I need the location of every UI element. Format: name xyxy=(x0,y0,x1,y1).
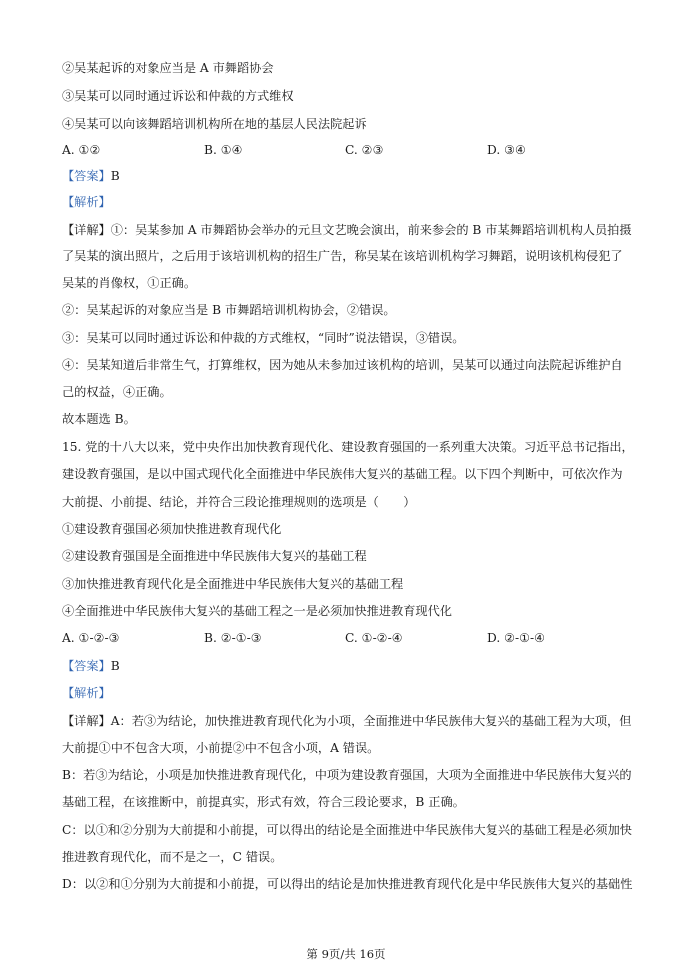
answer-value: B xyxy=(110,169,120,183)
q14-answer xyxy=(62,168,632,184)
q14-conclusion: 故本题选 B。 xyxy=(62,412,136,426)
q14-explanation-line: 吴某的肖像权，①正确。 xyxy=(62,276,197,290)
q14-option-b: B. ①④ xyxy=(204,143,243,157)
q15-detail xyxy=(62,713,632,729)
q15-explanation-line: B：若③为结论，小项是加快推进教育现代化，中项为建设教育强国，大项为全面推进中华民族伟大复兴的 xyxy=(62,768,632,782)
detail-label: 【详解】 xyxy=(62,223,111,237)
q15-stem-line: 建设教育强国，是以中国式现代化全面推进中华民族伟大复兴的基础工程。以下四个判断中，可依次作为 xyxy=(62,467,623,481)
q14-explanation-line: 了吴某的演出照片，之后用于该培训机构的招生广告，称吴某在该培训机构学习舞蹈，说明该机构侵犯了 xyxy=(62,249,623,263)
q15-statement-4: ④全面推进中华民族伟大复兴的基础工程之一是必须加快推进教育现代化 xyxy=(62,604,452,618)
detail-text: ①：吴某参加 A 市舞蹈协会举办的元旦文艺晚会演出，前来参会的 B 市某舞蹈培训机构人员拍摄 xyxy=(110,223,632,237)
answer-label: 【答案】 xyxy=(62,659,111,673)
q14-option-c: C. ②③ xyxy=(345,143,384,157)
q15-explanation-line: 基础工程，在该推断中，前提真实，形式有效，符合三段论要求，B 正确。 xyxy=(62,795,465,809)
q14-explanation-line: ④：吴某知道后非常生气，打算维权，因为她从未参加过该机构的培训，吴某可以通过向法院起诉维护自 xyxy=(62,358,623,372)
q15-options xyxy=(62,630,632,646)
q14-option-a: A. ①② xyxy=(62,143,101,157)
q15-explanation-line: D：以②和①分别为大前提和小前提，可以得出的结论是加快推进教育现代化是中华民族伟大复兴的基础性 xyxy=(62,877,633,891)
page-number: 第 9页/共 16页 xyxy=(306,947,386,961)
q14-statement-3: ③吴某可以同时通过诉讼和仲裁的方式维权 xyxy=(62,89,294,103)
q14-analysis-label: 【解析】 xyxy=(62,195,111,209)
q14-statement-2: ②吴某起诉的对象应当是 A 市舞蹈协会 xyxy=(62,61,274,75)
q15-stem-line: 15. 党的十八大以来，党中央作出加快教育现代化、建设教育强国的一系列重大决策。习近平总书记指出， xyxy=(62,440,634,454)
q14-statement-4: ④吴某可以向该舞蹈培训机构所在地的基层人民法院起诉 xyxy=(62,117,367,131)
detail-text: A：若③为结论，加快推进教育现代化为小项，全面推进中华民族伟大复兴的基础工程为大项，但 xyxy=(110,714,632,728)
answer-value: B xyxy=(110,659,120,673)
q15-option-c: C. ①-②-④ xyxy=(345,631,403,645)
detail-label: 【详解】 xyxy=(62,714,111,728)
q14-detail xyxy=(62,222,632,238)
q14-explanation-line: ③：吴某可以同时通过诉讼和仲裁的方式维权，“同时”说法错误，③错误。 xyxy=(62,331,465,345)
q14-options xyxy=(62,142,632,158)
q15-option-b: B. ②-①-③ xyxy=(204,631,262,645)
q15-explanation-line: C：以①和②分别为大前提和小前提，可以得出的结论是全面推进中华民族伟大复兴的基础工程是必须加快 xyxy=(62,823,632,837)
q14-explanation-line: 己的权益，④正确。 xyxy=(62,385,172,399)
q14-option-d: D. ③④ xyxy=(487,143,526,157)
q15-explanation-line: 大前提①中不包含大项，小前提②中不包含小项，A 错误。 xyxy=(62,741,380,755)
q14-explanation-line: ②：吴某起诉的对象应当是 B 市舞蹈培训机构协会，②错误。 xyxy=(62,303,396,317)
q15-stem-line: 大前提、小前提、结论，并符合三段论推理规则的选项是（ ） xyxy=(62,495,416,509)
q15-explanation-line: 推进教育现代化，而不是之一，C 错误。 xyxy=(62,850,283,864)
q15-option-a: A. ①-②-③ xyxy=(62,631,120,645)
q15-statement-2: ②建设教育强国是全面推进中华民族伟大复兴的基础工程 xyxy=(62,549,367,563)
q15-answer xyxy=(62,658,632,674)
q15-statement-3: ③加快推进教育现代化是全面推进中华民族伟大复兴的基础工程 xyxy=(62,577,404,591)
q15-option-d: D. ②-①-④ xyxy=(487,631,546,645)
q15-statement-1: ①建设教育强国必须加快推进教育现代化 xyxy=(62,522,282,536)
q15-analysis-label: 【解析】 xyxy=(62,686,111,700)
answer-label: 【答案】 xyxy=(62,169,111,183)
